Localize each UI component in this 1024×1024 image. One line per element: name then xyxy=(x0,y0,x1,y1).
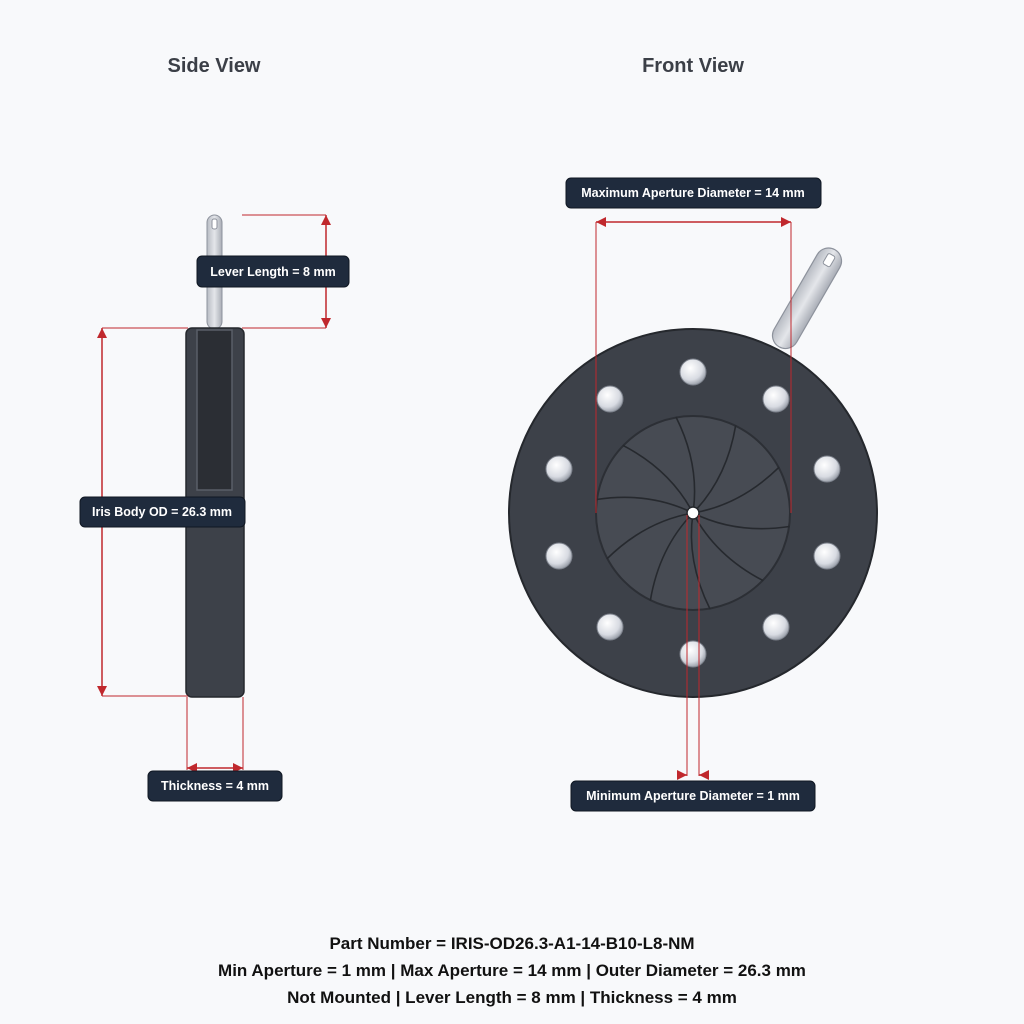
screw-head-icon xyxy=(680,359,706,385)
side-lever-slot xyxy=(197,330,232,490)
thickness-text: Thickness = 4 mm xyxy=(160,779,270,793)
screw-head-icon xyxy=(814,543,840,569)
front-view-title: Front View xyxy=(642,55,744,77)
max-aperture-label xyxy=(566,178,821,208)
screw-head-icon xyxy=(546,456,572,482)
side-view xyxy=(80,215,349,801)
body-od-text: Iris Body OD = 26.3 mm xyxy=(92,505,232,519)
front-view xyxy=(509,178,877,811)
thickness-dimension xyxy=(187,697,243,770)
screw-head-icon xyxy=(680,641,706,667)
minimum-aperture-hole xyxy=(687,507,699,519)
screw-head-icon xyxy=(763,386,789,412)
screw-head-icon xyxy=(597,386,623,412)
spec-line-apertures: Min Aperture = 1 mm | Max Aperture = 14 mm | Outer Diameter = 26.3 mm xyxy=(218,961,806,980)
thickness-label xyxy=(148,771,282,801)
min-aperture-label xyxy=(571,781,815,811)
min-aperture-text: Minimum Aperture Diameter = 1 mm xyxy=(586,789,800,803)
lever-length-label xyxy=(197,256,349,287)
lever-length-text: Lever Length = 8 mm xyxy=(210,265,336,279)
screw-head-icon xyxy=(814,456,840,482)
spec-line-mounting: Not Mounted | Lever Length = 8 mm | Thickness = 4 mm xyxy=(287,988,737,1007)
max-aperture-text: Maximum Aperture Diameter = 14 mm xyxy=(581,186,805,200)
part-specifications xyxy=(0,930,1024,1011)
part-number: Part Number = IRIS-OD26.3-A1-14-B10-L8-NM xyxy=(329,934,695,953)
body-od-label xyxy=(80,497,245,527)
screw-head-icon xyxy=(763,614,789,640)
screw-head-icon xyxy=(546,543,572,569)
front-lever-icon xyxy=(768,243,847,353)
screw-head-icon xyxy=(597,614,623,640)
side-view-title: Side View xyxy=(167,55,261,77)
